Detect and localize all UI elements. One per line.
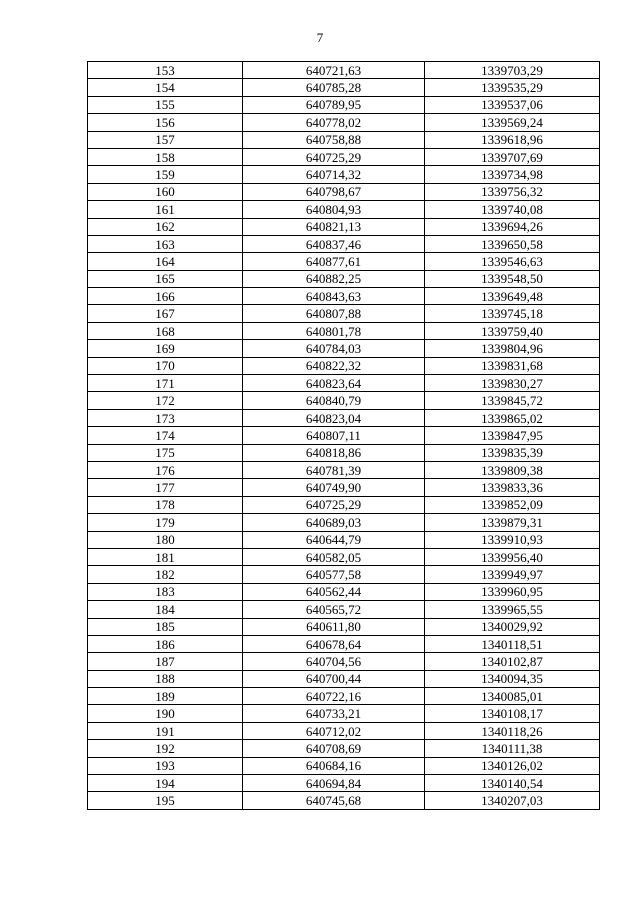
x-coordinate-cell: 640801,78 bbox=[243, 322, 425, 339]
point-number-cell: 166 bbox=[88, 288, 243, 305]
point-number-cell: 162 bbox=[88, 218, 243, 235]
point-number-cell: 177 bbox=[88, 479, 243, 496]
table-row bbox=[88, 409, 600, 426]
x-coordinate-cell: 640882,25 bbox=[243, 270, 425, 287]
y-coordinate-cell: 1340111,38 bbox=[425, 740, 600, 757]
table-row bbox=[88, 653, 600, 670]
x-coordinate-cell: 640804,93 bbox=[243, 201, 425, 218]
x-coordinate-cell: 640712,02 bbox=[243, 722, 425, 739]
y-coordinate-cell: 1340118,26 bbox=[425, 722, 600, 739]
y-coordinate-cell: 1339965,55 bbox=[425, 601, 600, 618]
point-number-cell: 155 bbox=[88, 96, 243, 113]
point-number-cell: 161 bbox=[88, 201, 243, 218]
x-coordinate-cell: 640781,39 bbox=[243, 461, 425, 478]
x-coordinate-cell: 640704,56 bbox=[243, 653, 425, 670]
point-number-cell: 154 bbox=[88, 79, 243, 96]
x-coordinate-cell: 640784,03 bbox=[243, 340, 425, 357]
x-coordinate-cell: 640807,88 bbox=[243, 305, 425, 322]
y-coordinate-cell: 1340140,54 bbox=[425, 775, 600, 792]
y-coordinate-cell: 1340108,17 bbox=[425, 705, 600, 722]
table-row bbox=[88, 740, 600, 757]
x-coordinate-cell: 640821,13 bbox=[243, 218, 425, 235]
x-coordinate-cell: 640700,44 bbox=[243, 670, 425, 687]
y-coordinate-cell: 1339809,38 bbox=[425, 461, 600, 478]
table-row bbox=[88, 514, 600, 531]
y-coordinate-cell: 1339759,40 bbox=[425, 322, 600, 339]
y-coordinate-cell: 1339537,06 bbox=[425, 96, 600, 113]
y-coordinate-cell: 1339649,48 bbox=[425, 288, 600, 305]
y-coordinate-cell: 1339956,40 bbox=[425, 548, 600, 565]
point-number-cell: 172 bbox=[88, 392, 243, 409]
x-coordinate-cell: 640785,28 bbox=[243, 79, 425, 96]
point-number-cell: 163 bbox=[88, 235, 243, 252]
y-coordinate-cell: 1339535,29 bbox=[425, 79, 600, 96]
x-coordinate-cell: 640837,46 bbox=[243, 235, 425, 252]
table-row bbox=[88, 322, 600, 339]
table-row bbox=[88, 775, 600, 792]
y-coordinate-cell: 1339546,63 bbox=[425, 253, 600, 270]
table-row bbox=[88, 757, 600, 774]
point-number-cell: 171 bbox=[88, 375, 243, 392]
table-row bbox=[88, 114, 600, 131]
y-coordinate-cell: 1339804,96 bbox=[425, 340, 600, 357]
point-number-cell: 179 bbox=[88, 514, 243, 531]
table-row bbox=[88, 166, 600, 183]
table-row bbox=[88, 270, 600, 287]
x-coordinate-cell: 640644,79 bbox=[243, 531, 425, 548]
x-coordinate-cell: 640708,69 bbox=[243, 740, 425, 757]
coordinates-table bbox=[87, 61, 600, 810]
point-number-cell: 189 bbox=[88, 688, 243, 705]
table-row bbox=[88, 531, 600, 548]
y-coordinate-cell: 1339618,96 bbox=[425, 131, 600, 148]
y-coordinate-cell: 1339650,58 bbox=[425, 235, 600, 252]
table-row bbox=[88, 183, 600, 200]
x-coordinate-cell: 640689,03 bbox=[243, 514, 425, 531]
x-coordinate-cell: 640807,11 bbox=[243, 427, 425, 444]
x-coordinate-cell: 640577,58 bbox=[243, 566, 425, 583]
y-coordinate-cell: 1339833,36 bbox=[425, 479, 600, 496]
y-coordinate-cell: 1339740,08 bbox=[425, 201, 600, 218]
x-coordinate-cell: 640725,29 bbox=[243, 496, 425, 513]
x-coordinate-cell: 640722,16 bbox=[243, 688, 425, 705]
x-coordinate-cell: 640840,79 bbox=[243, 392, 425, 409]
x-coordinate-cell: 640877,61 bbox=[243, 253, 425, 270]
table-row bbox=[88, 688, 600, 705]
x-coordinate-cell: 640611,80 bbox=[243, 618, 425, 635]
point-number-cell: 158 bbox=[88, 148, 243, 165]
table-row bbox=[88, 218, 600, 235]
y-coordinate-cell: 1339745,18 bbox=[425, 305, 600, 322]
point-number-cell: 156 bbox=[88, 114, 243, 131]
point-number-cell: 187 bbox=[88, 653, 243, 670]
point-number-cell: 193 bbox=[88, 757, 243, 774]
y-coordinate-cell: 1339830,27 bbox=[425, 375, 600, 392]
table-row bbox=[88, 375, 600, 392]
x-coordinate-cell: 640694,84 bbox=[243, 775, 425, 792]
y-coordinate-cell: 1339734,98 bbox=[425, 166, 600, 183]
point-number-cell: 169 bbox=[88, 340, 243, 357]
x-coordinate-cell: 640758,88 bbox=[243, 131, 425, 148]
y-coordinate-cell: 1340126,02 bbox=[425, 757, 600, 774]
table-row bbox=[88, 357, 600, 374]
y-coordinate-cell: 1340085,01 bbox=[425, 688, 600, 705]
x-coordinate-cell: 640582,05 bbox=[243, 548, 425, 565]
x-coordinate-cell: 640823,64 bbox=[243, 375, 425, 392]
y-coordinate-cell: 1340029,92 bbox=[425, 618, 600, 635]
y-coordinate-cell: 1339865,02 bbox=[425, 409, 600, 426]
x-coordinate-cell: 640778,02 bbox=[243, 114, 425, 131]
table-row bbox=[88, 722, 600, 739]
point-number-cell: 174 bbox=[88, 427, 243, 444]
x-coordinate-cell: 640725,29 bbox=[243, 148, 425, 165]
y-coordinate-cell: 1339831,68 bbox=[425, 357, 600, 374]
y-coordinate-cell: 1339852,09 bbox=[425, 496, 600, 513]
y-coordinate-cell: 1339756,32 bbox=[425, 183, 600, 200]
table-row bbox=[88, 235, 600, 252]
x-coordinate-cell: 640843,63 bbox=[243, 288, 425, 305]
x-coordinate-cell: 640721,63 bbox=[243, 62, 425, 79]
table-row bbox=[88, 427, 600, 444]
table-row bbox=[88, 201, 600, 218]
table-row bbox=[88, 305, 600, 322]
x-coordinate-cell: 640733,21 bbox=[243, 705, 425, 722]
y-coordinate-cell: 1340207,03 bbox=[425, 792, 600, 809]
point-number-cell: 182 bbox=[88, 566, 243, 583]
x-coordinate-cell: 640684,16 bbox=[243, 757, 425, 774]
table-row bbox=[88, 601, 600, 618]
point-number-cell: 192 bbox=[88, 740, 243, 757]
point-number-cell: 170 bbox=[88, 357, 243, 374]
y-coordinate-cell: 1340118,51 bbox=[425, 635, 600, 652]
x-coordinate-cell: 640823,04 bbox=[243, 409, 425, 426]
point-number-cell: 164 bbox=[88, 253, 243, 270]
x-coordinate-cell: 640745,68 bbox=[243, 792, 425, 809]
point-number-cell: 186 bbox=[88, 635, 243, 652]
table-row bbox=[88, 148, 600, 165]
table-row bbox=[88, 705, 600, 722]
y-coordinate-cell: 1339910,93 bbox=[425, 531, 600, 548]
point-number-cell: 184 bbox=[88, 601, 243, 618]
table-row bbox=[88, 583, 600, 600]
point-number-cell: 176 bbox=[88, 461, 243, 478]
point-number-cell: 195 bbox=[88, 792, 243, 809]
point-number-cell: 188 bbox=[88, 670, 243, 687]
point-number-cell: 157 bbox=[88, 131, 243, 148]
point-number-cell: 168 bbox=[88, 322, 243, 339]
x-coordinate-cell: 640818,86 bbox=[243, 444, 425, 461]
y-coordinate-cell: 1339960,95 bbox=[425, 583, 600, 600]
point-number-cell: 181 bbox=[88, 548, 243, 565]
x-coordinate-cell: 640789,95 bbox=[243, 96, 425, 113]
coordinates-table-body bbox=[88, 62, 600, 810]
x-coordinate-cell: 640798,67 bbox=[243, 183, 425, 200]
y-coordinate-cell: 1339949,97 bbox=[425, 566, 600, 583]
point-number-cell: 153 bbox=[88, 62, 243, 79]
point-number-cell: 190 bbox=[88, 705, 243, 722]
table-row bbox=[88, 340, 600, 357]
point-number-cell: 173 bbox=[88, 409, 243, 426]
table-row bbox=[88, 62, 600, 79]
table-row bbox=[88, 792, 600, 809]
table-row bbox=[88, 461, 600, 478]
point-number-cell: 178 bbox=[88, 496, 243, 513]
point-number-cell: 191 bbox=[88, 722, 243, 739]
table-row bbox=[88, 618, 600, 635]
y-coordinate-cell: 1339845,72 bbox=[425, 392, 600, 409]
table-row bbox=[88, 288, 600, 305]
point-number-cell: 175 bbox=[88, 444, 243, 461]
point-number-cell: 159 bbox=[88, 166, 243, 183]
table-row bbox=[88, 566, 600, 583]
y-coordinate-cell: 1339703,29 bbox=[425, 62, 600, 79]
table-row bbox=[88, 444, 600, 461]
x-coordinate-cell: 640565,72 bbox=[243, 601, 425, 618]
point-number-cell: 183 bbox=[88, 583, 243, 600]
table-row bbox=[88, 96, 600, 113]
table-row bbox=[88, 496, 600, 513]
point-number-cell: 165 bbox=[88, 270, 243, 287]
point-number-cell: 180 bbox=[88, 531, 243, 548]
y-coordinate-cell: 1339569,24 bbox=[425, 114, 600, 131]
y-coordinate-cell: 1340094,35 bbox=[425, 670, 600, 687]
table-row bbox=[88, 79, 600, 96]
table-row bbox=[88, 670, 600, 687]
point-number-cell: 194 bbox=[88, 775, 243, 792]
table-row bbox=[88, 635, 600, 652]
y-coordinate-cell: 1339847,95 bbox=[425, 427, 600, 444]
page-number: 7 bbox=[316, 30, 324, 45]
point-number-cell: 160 bbox=[88, 183, 243, 200]
table-row bbox=[88, 479, 600, 496]
y-coordinate-cell: 1339548,50 bbox=[425, 270, 600, 287]
table-row bbox=[88, 392, 600, 409]
x-coordinate-cell: 640714,32 bbox=[243, 166, 425, 183]
x-coordinate-cell: 640749,90 bbox=[243, 479, 425, 496]
y-coordinate-cell: 1339835,39 bbox=[425, 444, 600, 461]
y-coordinate-cell: 1340102,87 bbox=[425, 653, 600, 670]
table-row bbox=[88, 131, 600, 148]
x-coordinate-cell: 640822,32 bbox=[243, 357, 425, 374]
x-coordinate-cell: 640678,64 bbox=[243, 635, 425, 652]
table-row bbox=[88, 548, 600, 565]
table-row bbox=[88, 253, 600, 270]
x-coordinate-cell: 640562,44 bbox=[243, 583, 425, 600]
point-number-cell: 185 bbox=[88, 618, 243, 635]
y-coordinate-cell: 1339694,26 bbox=[425, 218, 600, 235]
point-number-cell: 167 bbox=[88, 305, 243, 322]
y-coordinate-cell: 1339707,69 bbox=[425, 148, 600, 165]
y-coordinate-cell: 1339879,31 bbox=[425, 514, 600, 531]
